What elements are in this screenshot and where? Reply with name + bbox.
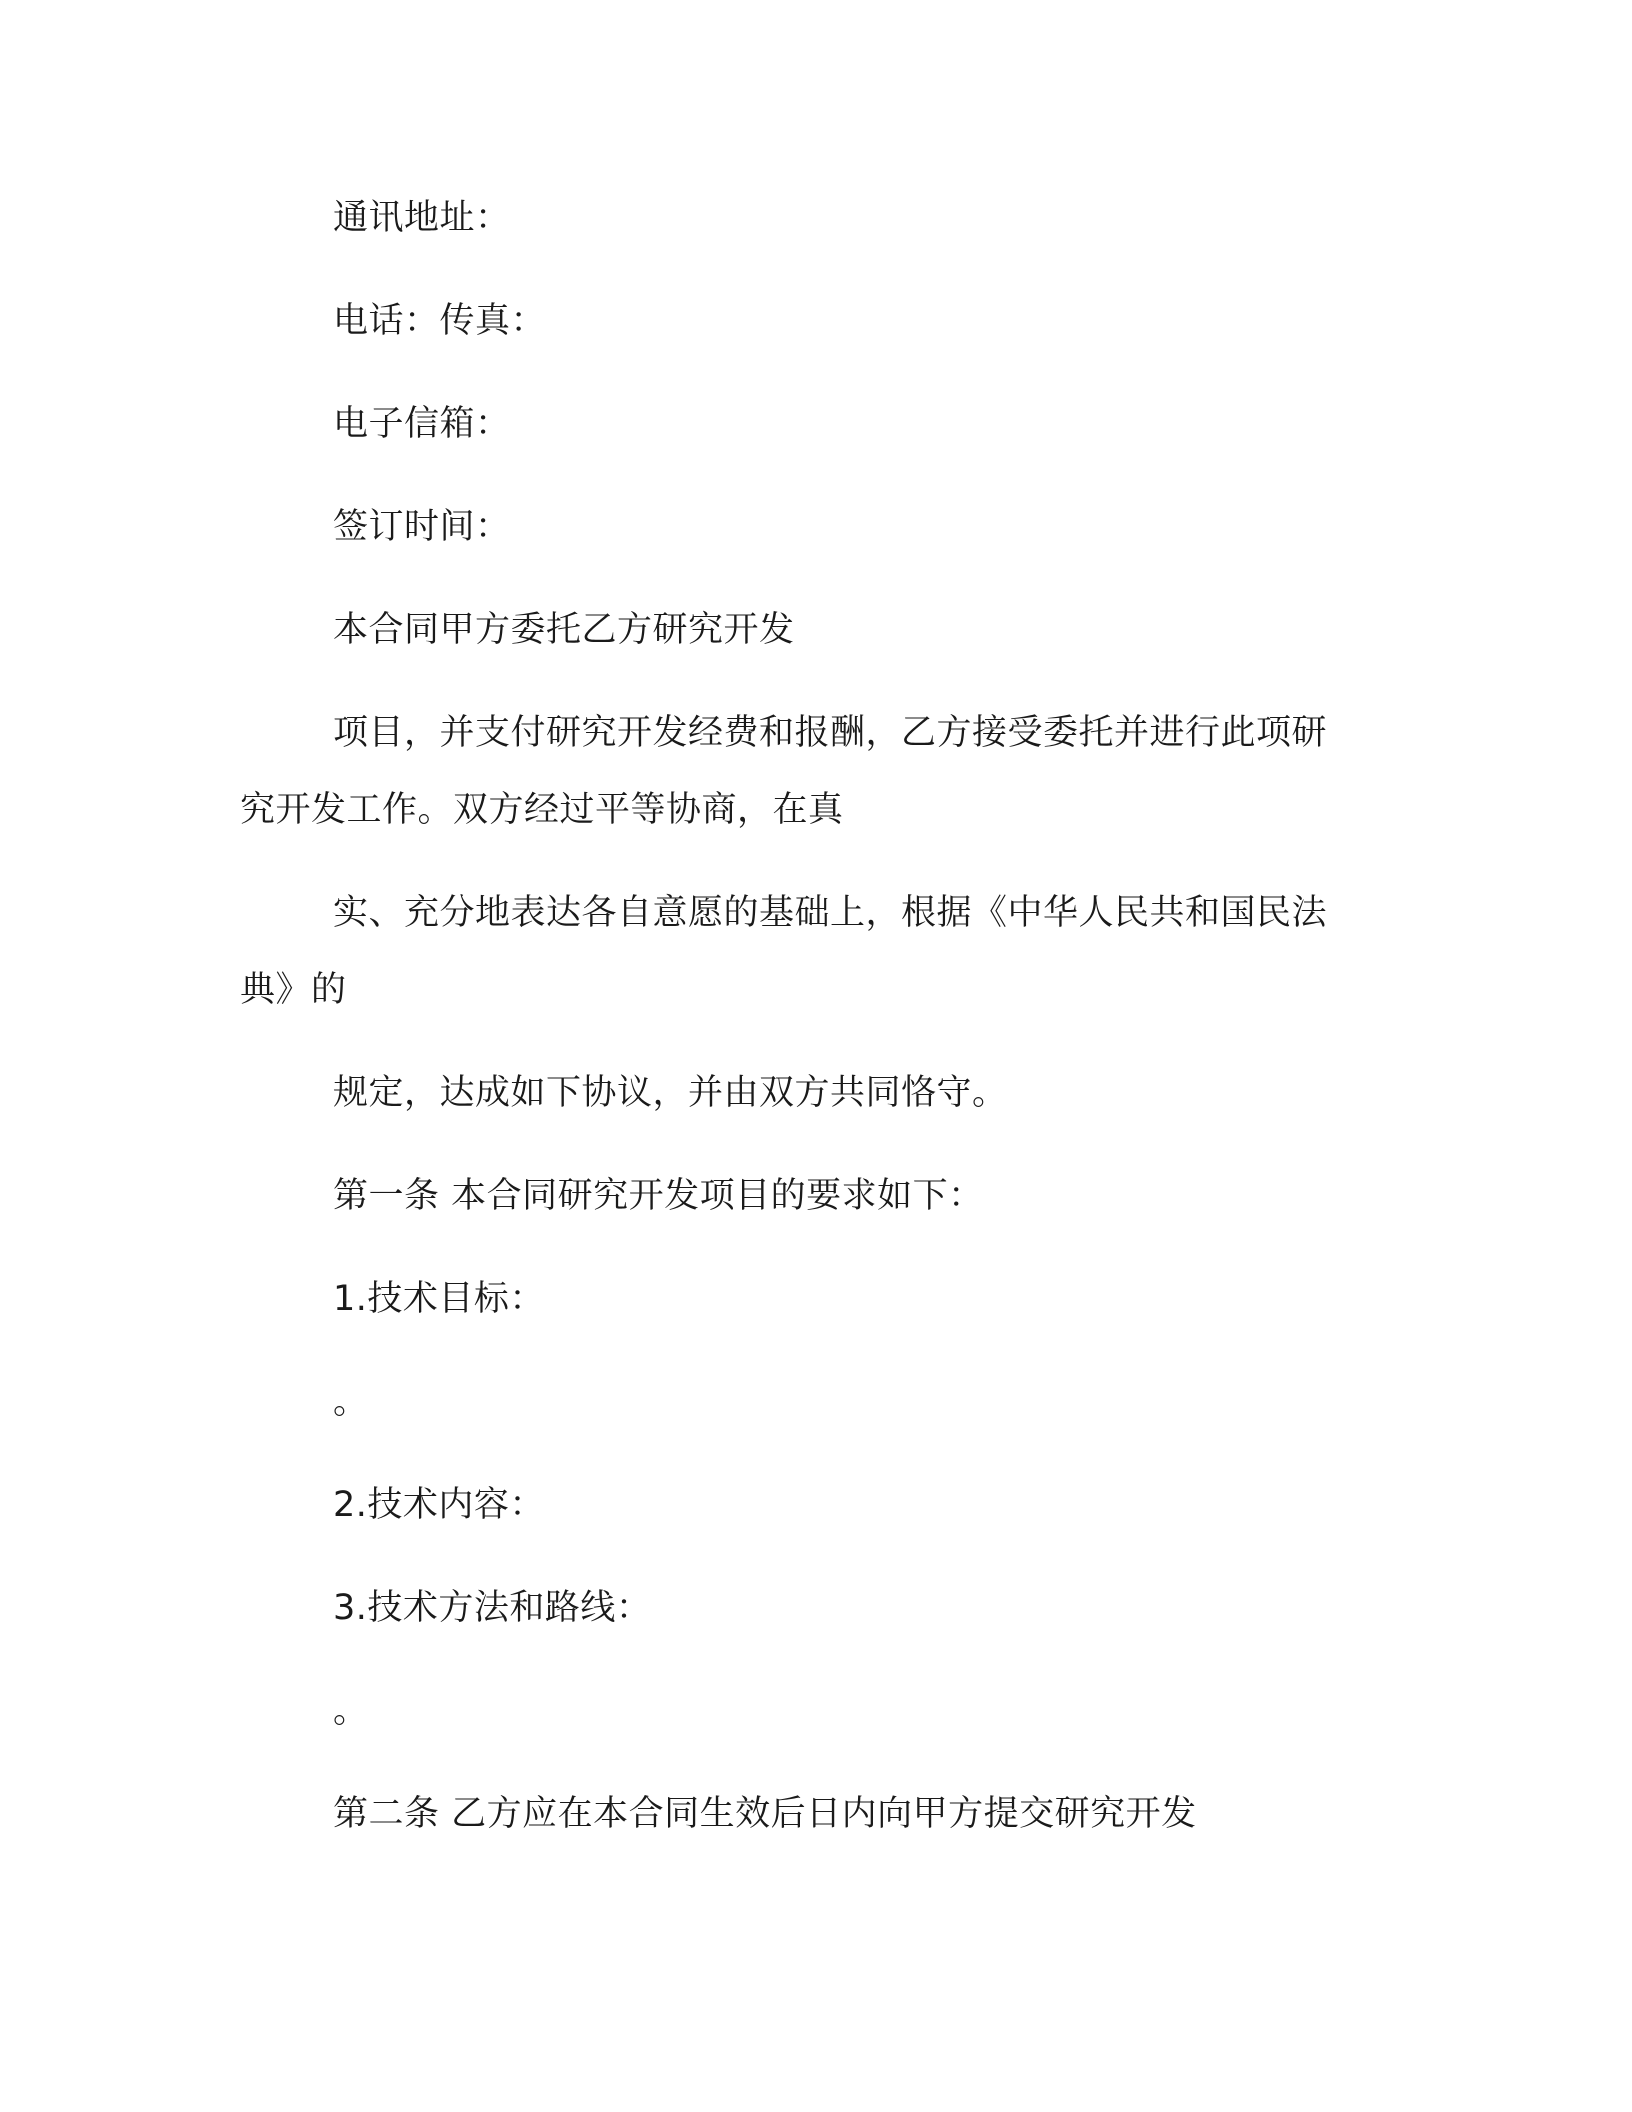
paragraph-line: 究开发工作。双方经过平等协商，在真 bbox=[240, 790, 844, 830]
paragraph-line: 本合同甲方委托乙方研究开发 bbox=[333, 610, 795, 650]
blank-line-period: 。 bbox=[333, 1691, 369, 1731]
technical-method-label: 3.技术方法和路线： bbox=[333, 1588, 652, 1628]
phone-fax-label: 电话：传真： bbox=[333, 301, 547, 341]
blank-line-period: 。 bbox=[333, 1382, 369, 1422]
paragraph-line: 典》的 bbox=[240, 970, 347, 1010]
signing-date-label: 签订时间： bbox=[333, 507, 511, 547]
technical-content-label: 2.技术内容： bbox=[333, 1485, 545, 1525]
paragraph-line: 规定，达成如下协议，并由双方共同恪守。 bbox=[333, 1073, 1008, 1113]
address-label: 通讯地址： bbox=[333, 198, 511, 238]
email-label: 电子信箱： bbox=[333, 404, 511, 444]
article-1-heading: 第一条 本合同研究开发项目的要求如下： bbox=[333, 1176, 984, 1216]
paragraph-line: 实、充分地表达各自意愿的基础上，根据《中华人民共和国民法 bbox=[333, 893, 1328, 933]
paragraph-line: 项目，并支付研究开发经费和报酬，乙方接受委托并进行此项研 bbox=[333, 713, 1328, 753]
article-2-heading: 第二条 乙方应在本合同生效后日内向甲方提交研究开发 bbox=[333, 1794, 1197, 1834]
technical-goal-label: 1.技术目标： bbox=[333, 1279, 545, 1319]
